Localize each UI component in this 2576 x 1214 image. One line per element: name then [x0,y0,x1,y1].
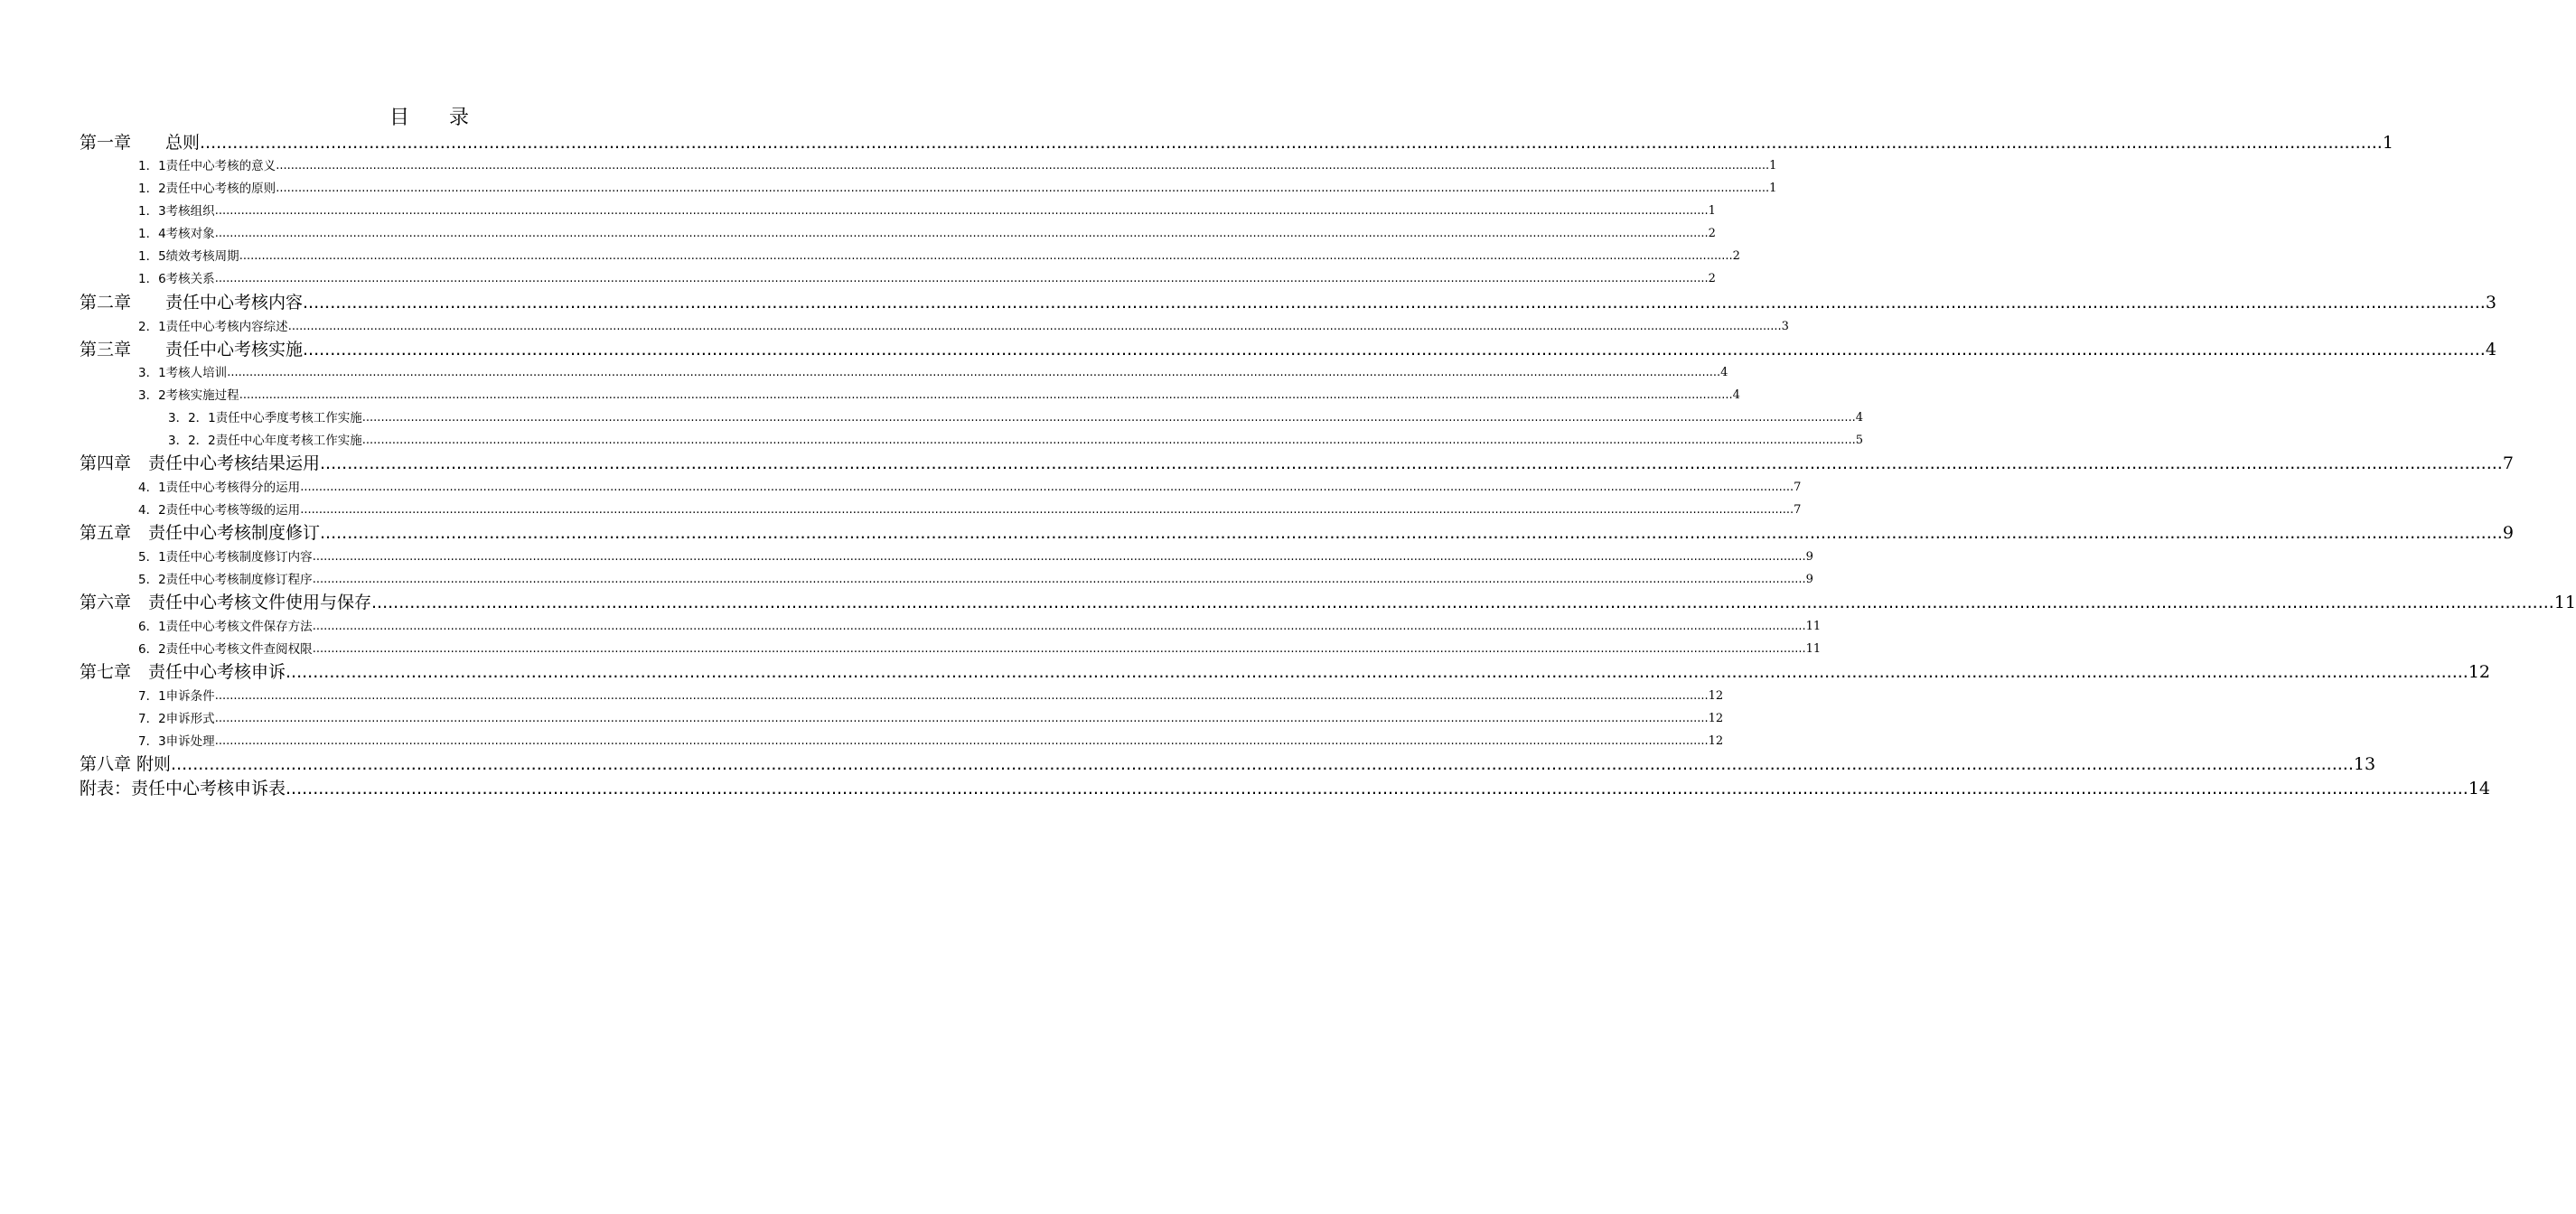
toc-entry-label: 3．2．1责任中心季度考核工作实施 [168,411,362,425]
toc-dot-leader: ................................................................................................................................................................................................................................................................................................................................................................................................................ [214,227,1709,240]
toc-dot-leader: ................................................................................................................................................................................................................................................................................................................................................................................................................ [312,550,1806,564]
toc-dot-leader: ................................................................................................................................................................................................................................................................................................................................................................................................................ [171,754,2354,774]
toc-dot-leader: ................................................................................................................................................................................................................................................................................................................................................................................................................ [312,620,1806,633]
toc-page-number: 2 [1708,272,1716,285]
toc-dot-leader: ................................................................................................................................................................................................................................................................................................................................................................................................................ [371,593,2554,612]
toc-section-entry[interactable] [138,157,1777,175]
toc-dot-leader: ................................................................................................................................................................................................................................................................................................................................................................................................................ [214,204,1709,218]
toc-entry-label: 1．5绩效考核周期 [138,249,239,264]
toc-title: 目 录 [389,107,469,129]
toc-page-number: 3 [2485,293,2496,313]
toc-entry-label: 1．6考核关系 [138,272,215,286]
toc-section-entry[interactable] [138,618,1822,636]
toc-page-number: 2 [1708,227,1716,240]
toc-entry-label: 3．2．2责任中心年度考核工作实施 [168,434,362,448]
toc-chapter-entry[interactable] [80,338,2496,361]
toc-section-entry[interactable] [138,640,1822,658]
toc-entry-label: 第六章 责任中心考核文件使用与保存 [80,593,372,612]
toc-page-number: 4 [2485,340,2496,360]
toc-entry-label: 7．1申诉条件 [138,689,215,704]
toc-section-entry[interactable] [138,733,1724,751]
toc-dot-leader: ................................................................................................................................................................................................................................................................................................................................................................................................................ [361,411,1856,425]
toc-subsection-entry[interactable] [168,409,1863,427]
toc-dot-leader: ................................................................................................................................................................................................................................................................................................................................................................................................................ [320,523,2503,543]
toc-section-entry[interactable] [138,687,1724,705]
toc-chapter-entry[interactable] [80,521,2514,545]
toc-section-entry[interactable] [138,571,1813,589]
toc-entry-label: 第一章 总则 [80,133,201,153]
toc-entry-label: 第七章 责任中心考核申诉 [80,662,286,682]
toc-dot-leader: ................................................................................................................................................................................................................................................................................................................................................................................................................ [286,779,2468,798]
toc-page-number: 1 [1708,204,1716,218]
toc-page-number: 1 [1769,182,1777,195]
toc-section-entry[interactable] [138,479,1802,497]
toc-section-entry[interactable] [138,202,1716,220]
toc-page-number: 12 [1708,712,1724,725]
toc-entry-label: 1．2责任中心考核的原则 [138,182,276,196]
toc-chapter-entry[interactable] [80,591,2576,614]
toc-entry-label: 第八章 附则 [80,754,172,774]
toc-chapter-entry[interactable] [80,777,2491,800]
toc-chapter-entry[interactable] [80,660,2491,684]
toc-entry-label: 1．3考核组织 [138,204,215,219]
toc-page-number: 3 [1781,320,1789,333]
toc-entry-label: 4．2责任中心考核等级的运用 [138,503,301,518]
toc-page-number: 9 [1805,550,1813,564]
toc-entry-label: 1．1责任中心考核的意义 [138,159,276,173]
toc-page-number: 2 [1732,249,1740,263]
toc-entry-label: 4．1责任中心考核得分的运用 [138,481,301,495]
toc-page-number: 13 [2353,754,2376,774]
toc-dot-leader: ................................................................................................................................................................................................................................................................................................................................................................................................................ [320,453,2503,473]
toc-page-number: 9 [2502,523,2514,543]
toc-entry-label: 5．2责任中心考核制度修订程序 [138,573,313,587]
toc-section-entry[interactable] [138,247,1740,266]
toc-section-entry[interactable] [138,180,1777,198]
toc-entry-label: 6．2责任中心考核文件查阅权限 [138,642,313,657]
toc-page-number: 11 [1805,620,1822,633]
toc-page-number: 7 [1794,481,1802,494]
toc-page-number: 11 [1805,642,1822,656]
toc-page-number: 1 [1769,159,1777,173]
toc-entry-label: 5．1责任中心考核制度修订内容 [138,550,313,565]
toc-chapter-entry[interactable] [80,752,2376,776]
toc-dot-leader: ................................................................................................................................................................................................................................................................................................................................................................................................................ [361,434,1856,447]
toc-dot-leader: ................................................................................................................................................................................................................................................................................................................................................................................................................ [239,249,1733,263]
toc-entry-label: 1．4考核对象 [138,227,215,241]
toc-page-number: 9 [1805,573,1813,586]
toc-dot-leader: ................................................................................................................................................................................................................................................................................................................................................................................................................ [300,503,1794,517]
toc-chapter-entry[interactable] [80,291,2496,314]
toc-entry-label: 7．2申诉形式 [138,712,215,726]
toc-page-number: 14 [2468,779,2491,798]
toc-section-entry[interactable] [138,364,1728,382]
toc-dot-leader: ................................................................................................................................................................................................................................................................................................................................................................................................................ [276,182,1770,195]
toc-entry-label: 3．2考核实施过程 [138,388,239,403]
toc-entry-label: 7．3申诉处理 [138,734,215,749]
toc-dot-leader: ................................................................................................................................................................................................................................................................................................................................................................................................................ [286,662,2468,682]
toc-chapter-entry[interactable] [80,131,2393,154]
toc-dot-leader: ................................................................................................................................................................................................................................................................................................................................................................................................................ [276,159,1770,173]
toc-entry-label: 2．1责任中心考核内容综述 [138,320,288,334]
toc-section-entry[interactable] [138,318,1789,336]
toc-entry-label: 第五章 责任中心考核制度修订 [80,523,321,543]
toc-page-number: 7 [2502,453,2514,473]
toc-section-entry[interactable] [138,387,1740,405]
toc-page-number: 4 [1720,366,1728,379]
toc-dot-leader: ................................................................................................................................................................................................................................................................................................................................................................................................................ [239,388,1733,402]
toc-entry-label: 第二章 责任中心考核内容 [80,293,304,313]
toc-page-number: 12 [2468,662,2491,682]
toc-page-number: 11 [2553,593,2576,612]
toc-dot-leader: ................................................................................................................................................................................................................................................................................................................................................................................................................ [303,293,2486,313]
toc-dot-leader: ................................................................................................................................................................................................................................................................................................................................................................................................................ [287,320,1782,333]
toc-page-number: 7 [1794,503,1802,517]
toc-section-entry[interactable] [138,270,1716,288]
toc-section-entry[interactable] [138,548,1813,566]
toc-section-entry[interactable] [138,710,1724,728]
toc-chapter-entry[interactable] [80,452,2514,475]
toc-section-entry[interactable] [138,225,1716,243]
toc-dot-leader: ................................................................................................................................................................................................................................................................................................................................................................................................................ [200,133,2383,153]
toc-dot-leader: ................................................................................................................................................................................................................................................................................................................................................................................................................ [227,366,1721,379]
toc-entry-label: 第三章 责任中心考核实施 [80,340,304,360]
toc-entry-label: 6．1责任中心考核文件保存方法 [138,620,313,634]
toc-page-number: 1 [2382,133,2393,153]
toc-dot-leader: ................................................................................................................................................................................................................................................................................................................................................................................................................ [214,712,1709,725]
toc-page-number: 4 [1732,388,1740,402]
toc-entry-label: 第四章 责任中心考核结果运用 [80,453,321,473]
toc-page-number: 12 [1708,689,1724,703]
toc-dot-leader: ................................................................................................................................................................................................................................................................................................................................................................................................................ [214,734,1709,748]
toc-dot-leader: ................................................................................................................................................................................................................................................................................................................................................................................................................ [303,340,2486,360]
toc-entry-label: 3．1考核人培训 [138,366,228,380]
toc-page-number: 4 [1855,411,1863,425]
toc-page-number: 12 [1708,734,1724,748]
toc-page-number: 5 [1855,434,1863,447]
toc-section-entry[interactable] [138,501,1802,519]
toc-dot-leader: ................................................................................................................................................................................................................................................................................................................................................................................................................ [312,642,1806,656]
toc-entry-label: 附表：责任中心考核申诉表 [80,779,286,798]
toc-dot-leader: ................................................................................................................................................................................................................................................................................................................................................................................................................ [300,481,1794,494]
toc-dot-leader: ................................................................................................................................................................................................................................................................................................................................................................................................................ [312,573,1806,586]
toc-dot-leader: ................................................................................................................................................................................................................................................................................................................................................................................................................ [214,689,1709,703]
toc-dot-leader: ................................................................................................................................................................................................................................................................................................................................................................................................................ [214,272,1709,285]
toc-subsection-entry[interactable] [168,432,1863,450]
